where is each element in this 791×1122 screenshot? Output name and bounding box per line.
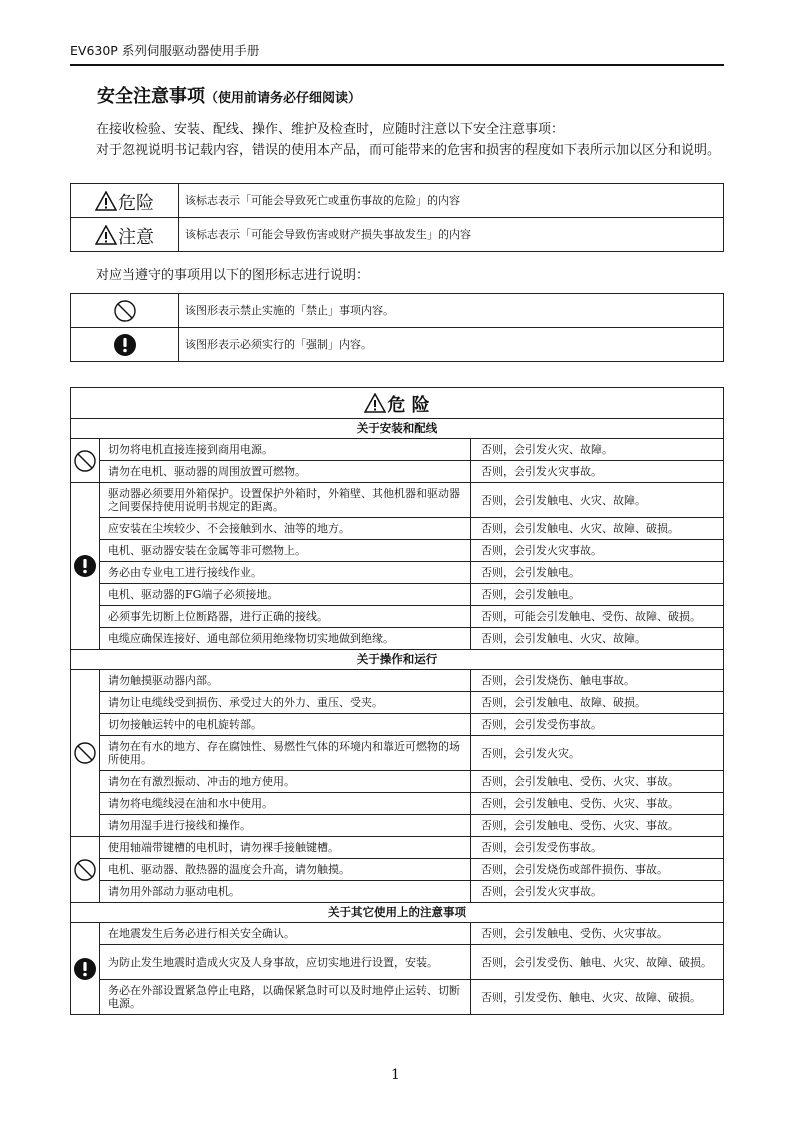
table-row xyxy=(71,793,724,815)
precaution-text: 请勿用湿手进行接线和操作。 xyxy=(100,815,471,837)
table-row xyxy=(71,859,724,881)
consequence-text: 否则，会引发受伤、触电、火灾、故障、破损。 xyxy=(471,945,724,980)
table-row xyxy=(71,218,724,252)
section-title-other: 关于其它使用上的注意事项 xyxy=(71,903,724,923)
consequence-text: 否则，会引发触电。 xyxy=(471,584,724,606)
warning-triangle-icon xyxy=(95,191,117,211)
table-row xyxy=(71,670,724,692)
precaution-text: 电机、驱动器安装在金属等非可燃物上。 xyxy=(100,540,471,562)
consequence-text: 否则，会引发触电。 xyxy=(471,562,724,584)
precaution-text: 请勿将电缆线浸在油和水中使用。 xyxy=(100,793,471,815)
precaution-text: 请勿在有水的地方、存在腐蚀性、易燃性气体的环境内和靠近可燃物的场所使用。 xyxy=(100,736,471,771)
consequence-text: 否则，会引发触电、受伤、火灾事故。 xyxy=(471,923,724,945)
precaution-text: 请勿用外部动力驱动电机。 xyxy=(100,881,471,903)
warning-triangle-icon xyxy=(95,225,117,245)
precaution-text: 请勿触摸驱动器内部。 xyxy=(100,670,471,692)
running-title: EV630P 系列伺服驱动器使用手册 xyxy=(70,43,260,58)
table-row xyxy=(71,714,724,736)
precaution-text: 请勿让电缆线受到损伤、承受过大的外力、重压、受夹。 xyxy=(100,692,471,714)
running-header xyxy=(70,42,724,66)
mandatory-desc: 该图形表示必须实行的「强制」内容。 xyxy=(179,328,724,362)
consequence-text: 否则，会引发触电、火灾、故障。 xyxy=(471,628,724,650)
consequence-text: 否则，会引发触电、受伤、火灾、事故。 xyxy=(471,815,724,837)
table-row xyxy=(71,419,724,439)
prohibition-icon xyxy=(73,858,97,882)
precaution-text: 在地震发生后务必进行相关安全确认。 xyxy=(100,923,471,945)
danger-desc: 该标志表示「可能会导致死亡或重伤事故的危险」的内容 xyxy=(179,184,724,218)
prohibition-cell xyxy=(71,837,100,903)
consequence-text: 否则，会引发触电、火灾、故障、破损。 xyxy=(471,518,724,540)
precaution-text: 必须事先切断上位断路器，进行正确的接线。 xyxy=(100,606,471,628)
mandatory-cell xyxy=(71,483,100,650)
table-row xyxy=(71,837,724,859)
table-row xyxy=(71,650,724,670)
precaution-text: 使用轴端带键槽的电机时，请勿裸手接触键槽。 xyxy=(100,837,471,859)
table-row xyxy=(71,388,724,419)
consequence-text: 否则，会引发触电、火灾、故障。 xyxy=(471,483,724,518)
table-row xyxy=(71,628,724,650)
hazard-level-table xyxy=(70,183,724,252)
precaution-text: 切勿接触运转中的电机旋转部。 xyxy=(100,714,471,736)
prohibition-icon xyxy=(73,741,97,765)
prohibition-cell xyxy=(71,670,100,837)
caution-label-cell xyxy=(71,218,179,252)
danger-table xyxy=(70,387,724,1015)
prohibition-symbol-cell xyxy=(71,294,179,328)
intro-paragraph xyxy=(70,119,724,161)
consequence-text: 否则，会引发触电、故障、破损。 xyxy=(471,692,724,714)
danger-label-cell xyxy=(71,184,179,218)
consequence-text: 否则，会引发火灾事故。 xyxy=(471,461,724,483)
mandatory-symbol-cell xyxy=(71,328,179,362)
prohibition-icon xyxy=(113,299,137,323)
symbol-legend-table xyxy=(70,293,724,362)
precaution-text: 电机、驱动器的FG端子必须接地。 xyxy=(100,584,471,606)
precaution-text: 电机、驱动器、散热器的温度会升高，请勿触摸。 xyxy=(100,859,471,881)
precaution-text: 驱动器必须要用外箱保护。设置保护外箱时，外箱壁、其他机器和驱动器之间要保持使用说明书规定的距离。 xyxy=(100,483,471,518)
table-row xyxy=(71,945,724,980)
mandatory-cell xyxy=(71,923,100,1015)
prohibition-desc: 该图形表示禁止实施的「禁止」事项内容。 xyxy=(179,294,724,328)
mandatory-icon xyxy=(73,957,97,981)
precaution-text: 切勿将电机直接连接到商用电源。 xyxy=(100,439,471,461)
consequence-text: 否则，可能会引发触电、受伤、故障、破损。 xyxy=(471,606,724,628)
consequence-text: 否则，会引发受伤事故。 xyxy=(471,837,724,859)
table-row xyxy=(71,771,724,793)
precaution-text: 电缆应确保连接好、通电部位须用绝缘物切实地做到绝缘。 xyxy=(100,628,471,650)
table-row xyxy=(71,736,724,771)
consequence-text: 否则，会引发火灾事故。 xyxy=(471,881,724,903)
table-row xyxy=(71,518,724,540)
consequence-text: 否则，会引发触电、受伤、火灾、事故。 xyxy=(471,771,724,793)
warning-triangle-icon xyxy=(364,393,386,413)
consequence-text: 否则，会引发火灾。 xyxy=(471,736,724,771)
consequence-text: 否则，会引发火灾事故。 xyxy=(471,540,724,562)
consequence-text: 否则，会引发受伤事故。 xyxy=(471,714,724,736)
table-row xyxy=(71,881,724,903)
table-row xyxy=(71,184,724,218)
section-title-main: 安全注意事项 xyxy=(97,86,205,107)
symbols-intro xyxy=(70,265,724,286)
precaution-text: 应安装在尘埃较少、不会接触到水、油等的地方。 xyxy=(100,518,471,540)
precaution-text: 请勿在有激烈振动、冲击的地方使用。 xyxy=(100,771,471,793)
prohibition-cell xyxy=(71,439,100,483)
table-row xyxy=(71,562,724,584)
symbols-intro-text: 对应当遵守的事项用以下的图形标志进行说明： xyxy=(96,268,370,283)
section-title-sub: （使用前请务必仔细阅读） xyxy=(205,91,362,106)
caution-desc: 该标志表示「可能会导致伤害或财产损失事故发生」的内容 xyxy=(179,218,724,252)
intro-line-1: 在接收检验、安装、配线、操作、维护及检查时，应随时注意以下安全注意事项： xyxy=(96,122,565,137)
consequence-text: 否则，会引发触电、受伤、火灾、事故。 xyxy=(471,793,724,815)
consequence-text: 否则，会引发烧伤或部件损伤、事故。 xyxy=(471,859,724,881)
page-number: 1 xyxy=(391,1067,400,1083)
caution-label: 注意 xyxy=(118,226,154,248)
mandatory-icon xyxy=(73,554,97,578)
consequence-text: 否则，会引发火灾、故障。 xyxy=(471,439,724,461)
table-row xyxy=(71,923,724,945)
prohibition-icon xyxy=(73,449,97,473)
table-row xyxy=(71,584,724,606)
precaution-text: 请勿在电机、驱动器的周围放置可燃物。 xyxy=(100,461,471,483)
section-title-installation: 关于安装和配线 xyxy=(71,419,724,439)
table-row xyxy=(71,540,724,562)
intro-line-2: 对于忽视说明书记载内容，错误的使用本产品，而可能带来的危害和损害的程度如下表所示加以区分和说明。 xyxy=(96,143,721,158)
consequence-text: 否则，引发受伤、触电、火灾、故障、破损。 xyxy=(471,980,724,1015)
section-title-operation: 关于操作和运行 xyxy=(71,650,724,670)
table-row xyxy=(71,483,724,518)
danger-heading-text: 危 险 xyxy=(387,395,430,416)
table-row xyxy=(71,439,724,461)
precaution-text: 务必由专业电工进行接线作业。 xyxy=(100,562,471,584)
section-title xyxy=(97,82,361,108)
table-row xyxy=(71,328,724,362)
precaution-text: 为防止发生地震时造成火灾及人身事故，应切实地进行设置，安装。 xyxy=(100,945,471,980)
table-row xyxy=(71,815,724,837)
precaution-text: 务必在外部设置紧急停止电路，以确保紧急时可以及时地停止运转、切断电源。 xyxy=(100,980,471,1015)
danger-label: 危险 xyxy=(118,192,154,214)
consequence-text: 否则，会引发烧伤、触电事故。 xyxy=(471,670,724,692)
table-row xyxy=(71,692,724,714)
table-row xyxy=(71,294,724,328)
table-row xyxy=(71,461,724,483)
table-row xyxy=(71,606,724,628)
table-row xyxy=(71,903,724,923)
table-row xyxy=(71,980,724,1015)
danger-table-heading xyxy=(71,388,724,419)
mandatory-icon xyxy=(113,333,137,357)
